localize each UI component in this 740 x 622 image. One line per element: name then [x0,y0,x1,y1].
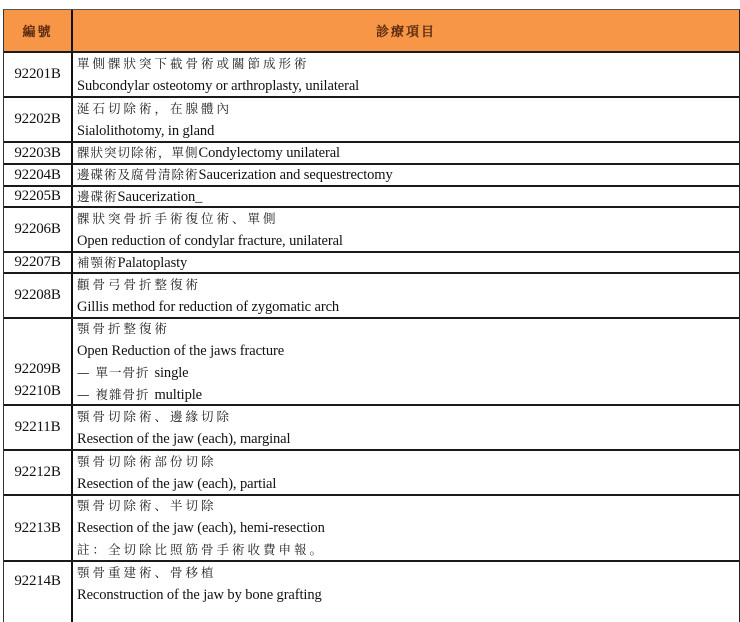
row-desc-line [77,142,739,164]
table-header [4,10,739,53]
row-desc-en: Palatoplasty [117,254,188,271]
row-desc-zh: 顎骨切除術、半切除 [77,498,217,513]
row-description [73,451,739,494]
row-desc-en: Open Reduction of the jaws fracture [77,342,285,359]
row-code: 92208B [4,274,73,317]
row-description [73,562,739,622]
row-code: 92205B [4,187,73,206]
table-row [4,53,739,98]
row-code: 92209B [14,361,61,377]
row-code: 92212B [4,451,73,494]
table-row [4,143,739,165]
row-code: 92210B [14,383,61,399]
row-description [73,208,739,251]
row-desc-zh: 顎骨切除術部份切除 [77,453,217,469]
row-description [73,165,739,185]
row-desc-en: Sialolithotomy, in gland [77,122,215,139]
row-desc-zh: 髁狀突骨折手術復位術、單側 [77,210,279,226]
row-desc-en: Saucerization and sequestrectomy [198,167,393,183]
row-code: 92201B [4,53,73,96]
row-codes [4,319,73,404]
row-code: 92203B [4,143,73,163]
row-code: 92206B [4,208,73,251]
row-description [73,53,739,96]
table-row [4,451,739,496]
table-row [4,562,739,622]
row-desc-zh: — 複雜骨折 [77,386,155,402]
row-description [73,98,739,141]
row-desc-zh: 邊碟術 [77,188,118,204]
row-code: 92213B [4,496,73,560]
table-row [4,165,739,187]
table-row [4,406,739,451]
row-desc-line [77,164,739,186]
row-desc-zh: 補顎術 [77,254,118,270]
row-desc-en: Subcondylar osteotomy or arthroplasty, unilateral [77,77,360,94]
row-desc-en: Condylectomy unilateral [198,145,340,161]
row-desc-zh: 顎骨折整復術 [77,320,171,336]
row-code: 92207B [4,253,73,272]
row-desc-en: Resection of the jaw (each), hemi-resection [77,520,325,536]
row-desc-en: Reconstruction of the jaw by bone grafting [77,587,322,603]
row-desc-en: Gillis method for reduction of zygomatic arch [77,298,340,315]
row-desc-zh: 顎骨重建術、骨移植 [77,565,217,580]
row-description [73,496,739,560]
row-description [73,253,739,272]
row-desc-line [77,384,739,406]
row-description [73,143,739,163]
row-desc-line [77,362,739,384]
procedure-table [3,9,740,622]
row-desc-en: single [154,364,189,381]
row-desc-en: Open reduction of condylar fracture, unilateral [77,232,343,249]
row-description [73,406,739,449]
row-desc-en: multiple [154,386,202,403]
table-row [4,98,739,143]
row-desc-zh: 涎石切除術，在腺體內 [77,100,233,116]
row-code: 92214B [4,562,73,622]
table-row [4,208,739,253]
table-row [4,274,739,319]
row-desc-zh: 顎骨切除術、邊緣切除 [77,408,233,424]
row-desc-line [77,252,739,274]
row-description [73,319,739,404]
row-desc-en: Resection of the jaw (each), partial [77,475,277,492]
row-desc-zh: 髁狀突切除術，單側 [77,145,199,160]
row-note: 註：全切除比照筋骨手術收費申報。 [77,542,326,557]
table-row [4,253,739,274]
row-desc-zh: — 單一骨折 [77,364,155,380]
row-description [73,187,739,206]
row-code: 92204B [4,165,73,185]
row-code: 92202B [4,98,73,141]
row-code: 92211B [4,406,73,449]
row-desc-en: Saucerization_ [117,188,203,205]
table-row [4,187,739,208]
row-desc-zh: 顴骨弓骨折整復術 [77,276,202,292]
row-desc-zh: 單側髁狀突下截骨術或關節成形術 [77,55,310,71]
row-desc-en: Resection of the jaw (each), marginal [77,430,291,447]
header-item: 診療項目 [375,25,436,40]
table-row [4,496,739,562]
table-row [4,319,739,406]
row-desc-zh: 邊碟術及腐骨清除術 [77,167,199,182]
header-code: 編號 [4,10,73,51]
row-description [73,274,739,317]
row-desc-line [77,186,739,208]
